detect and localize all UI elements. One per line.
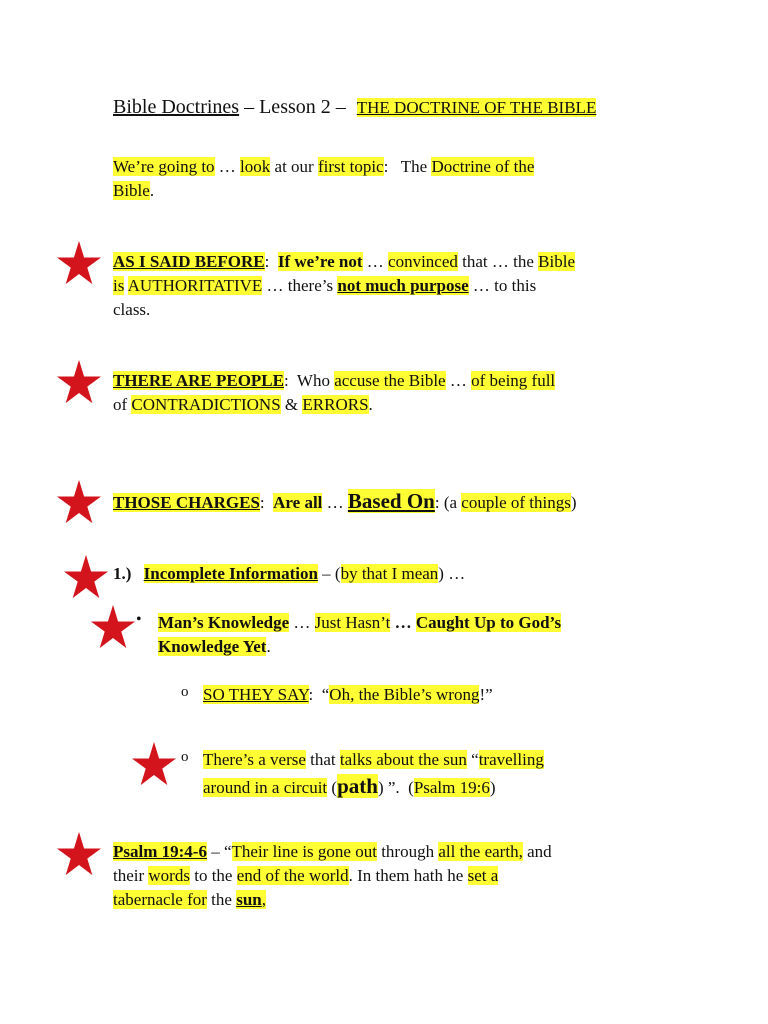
para-authoritative-line-3: [113, 298, 150, 322]
para-text: Oh, the Bible’s wrong: [329, 685, 480, 704]
para-text: :: [264, 252, 278, 271]
para-text: through: [376, 842, 439, 861]
intro-text: We’re going to: [113, 157, 215, 176]
para-text: and: [522, 842, 552, 861]
bullet-icon: •: [136, 611, 142, 628]
red-star-icon: [56, 359, 102, 405]
para-text: : “: [308, 685, 330, 704]
para-text: …: [289, 613, 315, 632]
para-text: that: [305, 750, 340, 769]
para-text: Caught Up to God’s: [415, 613, 562, 632]
red-star-icon: [63, 554, 109, 600]
para-text: of: [113, 395, 132, 414]
para-text: THOSE CHARGES: [113, 493, 260, 512]
intro-text: at our: [270, 157, 318, 176]
title-course: Bible Doctrines: [113, 96, 240, 118]
para-people-line-1: [113, 369, 555, 393]
para-text: AS I SAID BEFORE: [113, 252, 265, 271]
para-text: sun: [236, 890, 262, 909]
para-text: path: [337, 774, 378, 798]
para-text: tabernacle for: [113, 890, 207, 909]
psalm-line-1: [113, 840, 552, 864]
para-text: . In them hath he: [348, 866, 468, 885]
title-dash-1: –: [239, 96, 260, 118]
para-text: Incomplete Information: [143, 564, 318, 583]
para-text: to the: [189, 866, 237, 885]
para-text: “: [466, 750, 479, 769]
title-dash-2: –: [330, 96, 351, 118]
para-text: the: [206, 890, 237, 909]
para-text: all the earth,: [438, 842, 523, 861]
para-text: Man’s Knowledge: [158, 613, 290, 632]
para-text: CONTRADICTIONS: [131, 395, 281, 414]
red-star-icon: [56, 240, 102, 286]
intro-text: Doctrine of the: [431, 157, 535, 176]
para-text: ): [489, 778, 496, 797]
para-text: Knowledge Yet: [158, 637, 267, 656]
subbullet-verse-line-2: [203, 774, 496, 800]
para-text: not much purpose: [337, 276, 469, 295]
para-text: accuse the Bible: [334, 371, 446, 390]
title-lesson: Lesson 2: [259, 96, 331, 118]
para-text: ERRORS: [302, 395, 369, 414]
para-text: &: [280, 395, 303, 414]
para-people-line-2: [113, 393, 373, 417]
para-text: There’s a verse: [203, 750, 306, 769]
para-text: travelling: [478, 750, 544, 769]
para-text: couple of things: [461, 493, 571, 512]
list-number: 1.): [113, 564, 132, 583]
red-star-icon: [131, 741, 177, 787]
intro-text: look: [240, 157, 271, 176]
psalm-line-3: [113, 888, 266, 912]
para-text: ,: [261, 890, 266, 909]
para-text: convinced: [388, 252, 458, 271]
para-text: .: [368, 395, 373, 414]
para-text: AUTHORITATIVE: [127, 276, 263, 295]
para-text: is: [113, 276, 125, 295]
bullet-knowledge-line-1: [158, 611, 561, 635]
intro-text: : The: [383, 157, 432, 176]
red-star-icon: [56, 479, 102, 525]
para-text: Psalm 19:4-6: [113, 842, 207, 861]
red-star-icon: [90, 604, 136, 650]
para-text: Bible: [538, 252, 575, 271]
subbullet-verse-line-1: [203, 748, 544, 772]
para-text: !”: [479, 685, 493, 704]
subbullet-they-say: [203, 683, 493, 707]
para-text: Just Hasn’t: [314, 613, 391, 632]
para-text: …: [362, 252, 389, 271]
para-authoritative-line-2: [113, 274, 536, 298]
para-text: of being full: [471, 371, 556, 390]
para-text: :: [259, 493, 274, 512]
para-text: … there’s: [262, 276, 338, 295]
point-incomplete-info: [113, 562, 465, 586]
para-text: around in a circuit: [203, 778, 328, 797]
para-text: …: [322, 493, 348, 512]
para-text: …: [445, 371, 472, 390]
circle-bullet-icon: o: [181, 684, 189, 700]
para-text: ) …: [438, 564, 466, 583]
para-text: SO THEY SAY: [203, 685, 309, 704]
para-text: ): [570, 493, 577, 512]
intro-text: first topic: [317, 157, 384, 176]
para-text: … to this: [468, 276, 537, 295]
para-text: ) ”. (: [377, 778, 414, 797]
para-text: set a: [467, 866, 499, 885]
para-text: words: [148, 866, 190, 885]
para-authoritative-line-1: [113, 250, 575, 274]
intro-line-1: [113, 155, 534, 179]
para-text: Psalm 19:6: [413, 778, 490, 797]
intro-text: Bible: [113, 181, 150, 200]
bullet-knowledge-line-2: [158, 635, 271, 659]
para-text: Based On: [347, 489, 435, 513]
para-text: : Who: [283, 371, 335, 390]
para-text: – (: [317, 564, 341, 583]
para-text: : (a: [434, 493, 462, 512]
para-text: .: [266, 637, 271, 656]
intro-text: …: [214, 157, 241, 176]
psalm-line-2: [113, 864, 498, 888]
para-text: If we’re not: [277, 252, 363, 271]
para-text: …: [390, 613, 416, 632]
para-text: end of the world: [236, 866, 349, 885]
para-text: class.: [113, 300, 151, 319]
circle-bullet-icon: o: [181, 749, 189, 765]
para-text: their: [113, 866, 149, 885]
para-text: – “: [206, 842, 232, 861]
para-text: Are all: [273, 493, 323, 512]
title-topic: THE DOCTRINE OF THE BIBLE: [356, 98, 597, 117]
para-text: (: [327, 778, 338, 797]
page-title: [113, 95, 596, 120]
intro-line-2: [113, 179, 154, 203]
red-star-icon: [56, 831, 102, 877]
para-text: by that I mean: [340, 564, 439, 583]
intro-text: .: [149, 181, 155, 200]
para-text: Their line is gone out: [231, 842, 377, 861]
para-text: that … the: [457, 252, 539, 271]
para-text: THERE ARE PEOPLE: [113, 371, 284, 390]
para-charges: [113, 489, 577, 515]
para-text: talks about the sun: [339, 750, 467, 769]
